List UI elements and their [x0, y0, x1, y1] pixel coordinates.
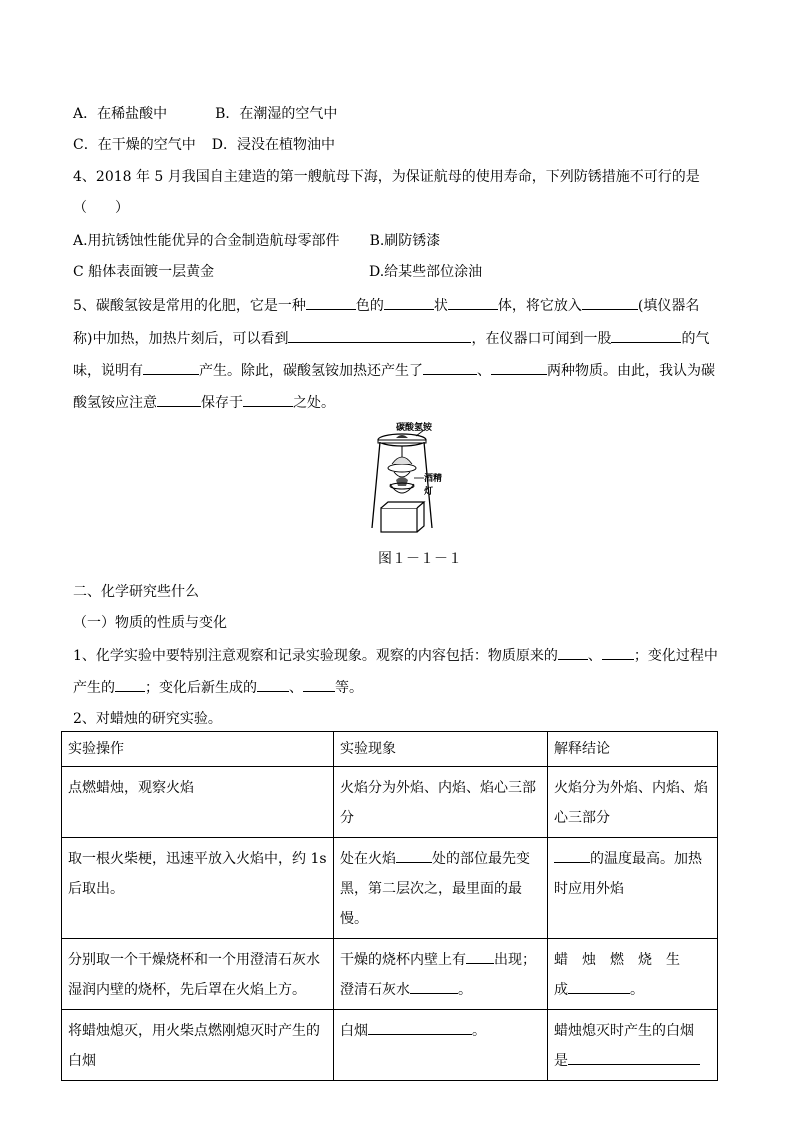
candle-experiment-table: [61, 731, 718, 1081]
table-row: [62, 939, 718, 1010]
s2-para-1-line-1: 1、化学实验中要特别注意观察和记录实验现象。观察的内容包括：物质原来的 、 ；变化过程中: [73, 645, 718, 666]
blank[interactable]: [448, 295, 498, 310]
blank[interactable]: [143, 360, 199, 375]
q4-paren: （ ）: [73, 200, 129, 216]
blank[interactable]: [288, 328, 471, 343]
q4-options-line-1: [73, 231, 440, 251]
q5-line-4: 酸氢铵应注意 保存于 之处。: [73, 392, 335, 413]
option-a: A．在稀盐酸中: [73, 106, 168, 122]
blank[interactable]: [491, 360, 547, 375]
cell-phenomenon: 干燥的烧杯内壁上有 出现； 澄清石灰水 。: [334, 939, 548, 1010]
cell-operation: 点燃蜡烛，观察火焰: [62, 767, 334, 838]
s2-para-2: 2、对蜡烛的研究实验。: [73, 711, 222, 727]
blank[interactable]: [384, 295, 434, 310]
cell-phenomenon: 火焰分为外焰、内焰、焰心三部分: [334, 767, 548, 838]
q4-options-line-2: [73, 262, 214, 282]
q3-options-line-1: [73, 104, 337, 124]
blank[interactable]: [243, 392, 293, 407]
table-row: [62, 767, 718, 838]
option-b: B．在潮湿的空气中: [215, 106, 338, 122]
option-d: D．浸没在植物油中: [211, 137, 335, 153]
blank[interactable]: [554, 848, 590, 863]
blank[interactable]: [611, 328, 681, 343]
blank[interactable]: [602, 645, 634, 660]
q4-option-d: D.给某些部位涂油: [369, 264, 483, 280]
blank[interactable]: [157, 392, 201, 407]
blank[interactable]: [558, 645, 588, 660]
section-2-title: 二、化学研究些什么: [73, 584, 199, 600]
blank[interactable]: [257, 677, 289, 692]
section-2-subtitle: （一）物质的性质与变化: [73, 615, 227, 631]
header-conclusion: 解释结论: [548, 732, 718, 767]
table-header-row: [62, 732, 718, 767]
table-row: [62, 838, 718, 939]
blank[interactable]: [396, 848, 432, 863]
q4-option-a: A.用抗锈蚀性能优异的合金制造航母零部件: [73, 233, 340, 249]
heating-apparatus-figure: [366, 420, 446, 540]
figure-label-alcohol-lamp: 酒精灯: [424, 474, 443, 497]
figure-caption: 图１－１－１: [378, 551, 462, 567]
q4-stem: 4、2018 年 5 月我国自主建造的第一艘航母下海，为保证航母的使用寿命，下列防锈措施不可行的是: [73, 169, 700, 185]
figure-label-ammonium-bicarbonate: 碳酸氢铵: [396, 423, 433, 433]
blank[interactable]: [115, 677, 145, 692]
q4-option-c: C 船体表面镀一层黄金: [73, 264, 215, 280]
blank[interactable]: [466, 949, 494, 964]
blank[interactable]: [423, 360, 477, 375]
blank[interactable]: [306, 295, 356, 310]
cell-conclusion: 火焰分为外焰、内焰、焰心三部分: [548, 767, 718, 838]
blank[interactable]: [582, 295, 638, 310]
blank[interactable]: [410, 979, 458, 994]
cell-conclusion: 蜡烛熄灭时产生的白烟 是: [548, 1010, 718, 1081]
blank[interactable]: [568, 979, 630, 994]
s2-para-1-line-2: 产生的 ；变化后新生成的 、 等。: [73, 677, 363, 698]
q3-options-line-2: [73, 135, 335, 155]
cell-operation: 取一根火柴梗，迅速平放入火焰中，约 1s 后取出。: [62, 838, 334, 939]
cell-phenomenon: 白烟 。: [334, 1010, 548, 1081]
cell-conclusion: 的温度最高。加热时应用外焰: [548, 838, 718, 939]
q4-option-b: B.刷防锈漆: [369, 233, 441, 249]
header-operation: 实验操作: [62, 732, 334, 767]
q5-line-1: 5、碳酸氢铵是常用的化肥，它是一种 色的 状 体，将它放入 (填仪器名: [73, 295, 699, 316]
blank[interactable]: [303, 677, 335, 692]
blank[interactable]: [568, 1050, 700, 1065]
cell-operation: 将蜡烛熄灭，用火柴点燃刚熄灭时产生的白烟: [62, 1010, 334, 1081]
blank[interactable]: [368, 1020, 472, 1035]
cell-operation: 分别取一个干燥烧杯和一个用澄清石灰水湿润内壁的烧杯，先后罩在火焰上方。: [62, 939, 334, 1010]
cell-conclusion: 蜡 烛 燃 烧 生 成 。: [548, 939, 718, 1010]
table-row: [62, 1010, 718, 1081]
q5-line-2: 称)中加热，加热片刻后，可以看到 ，在仪器口可闻到一股 的气: [73, 328, 709, 349]
header-phenomenon: 实验现象: [334, 732, 548, 767]
q5-line-3: 味，说明有 产生。除此，碳酸氢铵加热还产生了 、 两种物质。由此，我认为碳: [73, 360, 715, 381]
cell-phenomenon: 处在火焰 处的部位最先变黑，第二层次之，最里面的最慢。: [334, 838, 548, 939]
option-c: C．在干燥的空气中: [73, 137, 196, 153]
